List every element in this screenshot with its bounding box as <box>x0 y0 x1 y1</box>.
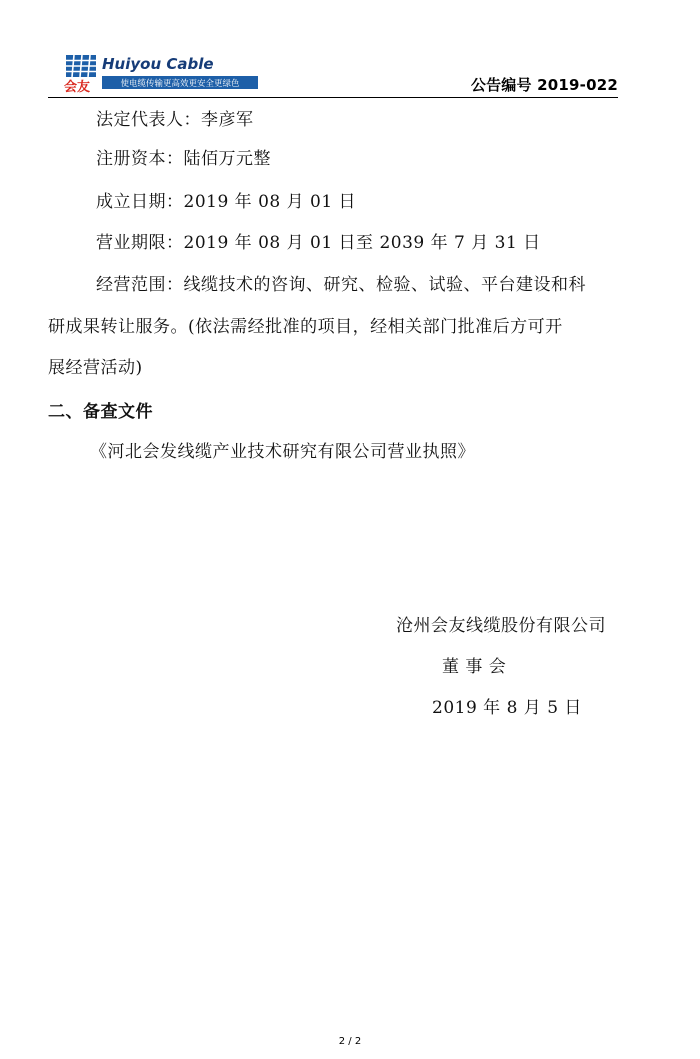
announcement-number: 公告编号 2019-022 <box>470 76 618 94</box>
business-scope-line-2: 研成果转让服务。(依法需经批准的项目，经相关部门批准后方可开 <box>48 317 563 337</box>
header-divider <box>48 97 618 98</box>
establishment-date: 成立日期：2019 年 08 月 01 日 <box>96 192 357 212</box>
logo-grid-mark <box>66 55 96 77</box>
business-scope-line-3: 展经营活动) <box>48 358 143 378</box>
signature-date: 2019 年 8 月 5 日 <box>432 698 582 718</box>
business-scope-line-1: 经营范围：线缆技术的咨询、研究、检验、试验、平台建设和科 <box>96 275 586 295</box>
logo-en-text: Huiyou Cable <box>102 55 214 73</box>
reference-document-item: 《河北会发线缆产业技术研究有限公司营业执照》 <box>90 442 475 462</box>
company-logo <box>62 54 260 94</box>
registered-capital: 注册资本：陆佰万元整 <box>96 149 271 169</box>
page-number: 2 / 2 <box>338 1036 362 1047</box>
section-heading-reference-documents: 二、备查文件 <box>48 402 153 422</box>
logo-cn-text: 会友 <box>64 80 91 94</box>
business-term: 营业期限：2019 年 08 月 01 日至 2039 年 7 月 31 日 <box>96 233 541 253</box>
signature-board: 董 事 会 <box>442 657 507 677</box>
page-header <box>48 54 618 102</box>
legal-representative: 法定代表人：李彦军 <box>96 110 254 130</box>
signature-company: 沧州会友线缆股份有限公司 <box>396 616 606 636</box>
logo-slogan: 使电缆传输更高效更安全更绿色 <box>120 79 240 89</box>
